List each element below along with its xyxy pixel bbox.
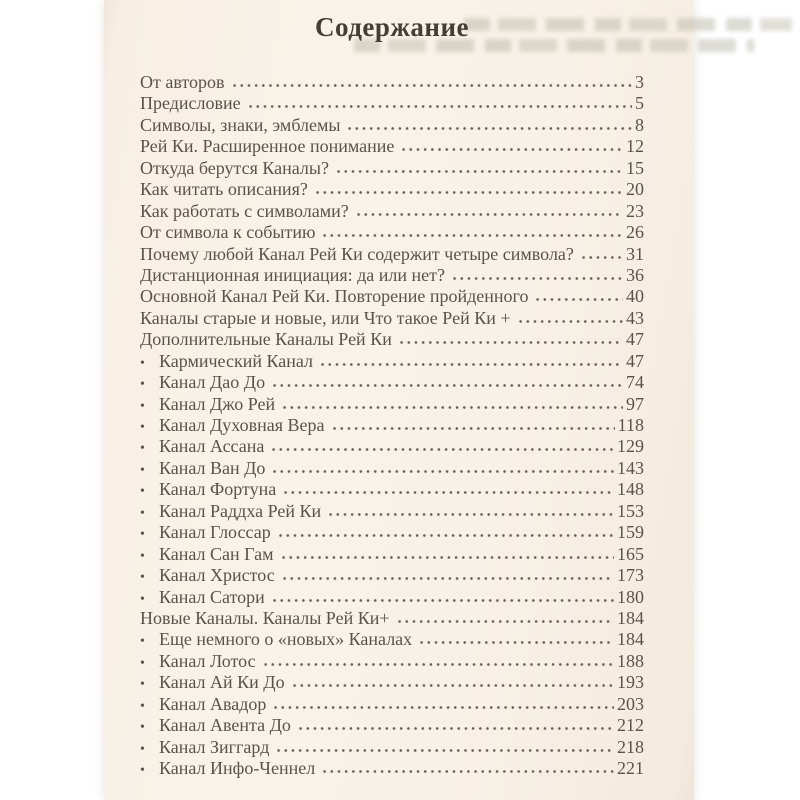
toc-entry-label: Канал Сатори (159, 586, 265, 607)
toc-entry-page-number: 212 (617, 715, 644, 736)
toc-entry-page-number: 221 (617, 758, 644, 778)
toc-entry (140, 329, 644, 350)
dot-leader (320, 224, 623, 238)
bullet-icon: • (140, 420, 145, 435)
toc-entry-page-number: 203 (617, 693, 644, 714)
toc-entry-label: Канал Ай Ки До (159, 672, 285, 693)
bullet-icon: • (140, 484, 145, 500)
toc-entry (140, 436, 644, 457)
toc-entry-label: Канал Ван До (159, 457, 266, 478)
bullet-icon: • (140, 377, 145, 393)
dot-leader (318, 353, 623, 367)
toc-entry-page-number: 31 (626, 243, 644, 264)
toc-entry-label: Канал Лотос (159, 650, 256, 671)
bullet-icon: • (140, 505, 145, 521)
toc-entry (140, 458, 644, 479)
dot-leader (334, 160, 623, 174)
toc-entry (140, 308, 644, 329)
toc-entry (140, 201, 644, 222)
toc-entry-label: Почему любой Канал Рей Ки содержит четыре символа? (140, 243, 574, 264)
toc-entry (140, 544, 644, 565)
bullet-icon: • (140, 634, 145, 650)
toc-entry-label: Канал Авадор (159, 693, 267, 714)
dot-leader (290, 674, 614, 688)
toc-entry-page-number: 5 (635, 93, 644, 114)
toc-entry-page-number: 8 (635, 114, 644, 135)
bullet-icon: • (140, 548, 145, 564)
toc-entry-label: Канал Ассана (159, 436, 265, 457)
toc-entry (140, 158, 644, 179)
dot-leader (280, 567, 614, 581)
dot-leader (354, 203, 623, 217)
toc-entry-page-number: 26 (626, 222, 644, 243)
dot-leader (399, 138, 623, 152)
toc-entry-label: Как работать с символами? (140, 200, 349, 221)
toc-entry-page-number: 218 (617, 736, 644, 757)
dot-leader (320, 760, 614, 774)
toc-entry-page-number: 12 (626, 136, 644, 157)
toc-entry-page-number: 193 (617, 672, 644, 693)
toc-entry (140, 222, 644, 243)
toc-entry (140, 115, 644, 136)
toc-entry-label: Рей Ки. Расширенное понимание (140, 136, 395, 157)
toc-entry-label: Новые Каналы. Каналы Рей Ки+ (140, 607, 390, 628)
toc-entry-label: Как читать описания? (140, 179, 308, 200)
toc-entry-page-number: 159 (617, 522, 644, 543)
dot-leader (276, 524, 614, 538)
toc-entry-page-number: 15 (626, 157, 644, 178)
bullet-icon: • (140, 398, 145, 414)
page-title: Содержание (314, 12, 470, 42)
toc-entry-label: Дополнительные Каналы Рей Ки (140, 329, 392, 350)
toc-entry-page-number: 20 (626, 179, 644, 200)
toc-entry (140, 265, 644, 286)
toc-entry (140, 286, 644, 307)
bullet-icon: • (140, 462, 145, 478)
toc-entry (140, 694, 644, 715)
bullet-icon: • (140, 677, 145, 693)
dot-leader (330, 417, 615, 431)
toc-entry-page-number: 36 (626, 264, 644, 285)
book-page (104, 0, 694, 800)
dot-leader (516, 310, 624, 324)
bullet-icon: • (140, 763, 145, 778)
toc-entry (140, 608, 644, 629)
toc-entry-label: Канал Инфо-Ченнел (159, 758, 316, 778)
toc-entry (140, 93, 644, 114)
toc-entry (140, 479, 644, 500)
toc-entry-label: Канал Дао До (159, 372, 266, 393)
dot-leader (261, 653, 614, 667)
dot-leader (270, 589, 614, 603)
toc-entry (140, 672, 644, 693)
toc-entry-page-number: 129 (617, 436, 644, 457)
dot-leader (274, 739, 614, 753)
toc-entry-page-number: 173 (617, 565, 644, 586)
toc-entry (140, 244, 644, 265)
toc-entry-label: От символа к событию (140, 222, 316, 243)
toc-entry-label: Предисловие (140, 93, 241, 114)
bullet-icon: • (140, 720, 145, 736)
bullet-icon: • (140, 355, 145, 371)
toc-entry-label: Дистанционная инициация: да или нет? (140, 264, 445, 285)
dot-leader (313, 181, 623, 195)
dot-leader (270, 374, 623, 388)
toc-entry (140, 72, 644, 93)
dot-leader (395, 610, 615, 624)
toc-entry-page-number: 118 (617, 415, 644, 435)
toc-entry-label: Еще немного о «новых» Каналах (159, 629, 413, 650)
dot-leader (417, 631, 614, 645)
toc-entry (140, 522, 644, 543)
toc-entry-page-number: 165 (617, 543, 644, 564)
toc-entry (140, 715, 644, 736)
toc-entry-label: Канал Авента До (159, 715, 291, 736)
dot-leader (271, 696, 614, 710)
dot-leader (270, 460, 614, 474)
toc-entry-page-number: 23 (626, 200, 644, 221)
toc-entry-page-number: 143 (617, 457, 644, 478)
toc-entry-label: Каналы старые и новые, или Что такое Рей Ки + (140, 307, 511, 328)
toc-entry (140, 351, 644, 372)
bullet-icon: • (140, 570, 145, 586)
toc-entry-label: Канал Сан Гам (159, 543, 274, 564)
toc-entry-page-number: 180 (617, 586, 644, 607)
toc-entry-label: Канал Глоссар (159, 522, 271, 543)
toc-entry (140, 372, 644, 393)
bullet-icon: • (140, 741, 145, 757)
dot-leader (326, 503, 614, 517)
toc-entry-label: Откуда берутся Каналы? (140, 157, 329, 178)
dot-leader (296, 717, 614, 731)
toc-entry (140, 501, 644, 522)
toc-entry-page-number: 148 (617, 479, 644, 500)
toc-entry-label: Канал Джо Рей (159, 393, 276, 414)
toc-entry-label: Канал Христос (159, 565, 275, 586)
toc-entry-page-number: 47 (626, 350, 644, 371)
toc-entry-page-number: 47 (626, 329, 644, 350)
toc-entry-label: Кармический Канал (159, 350, 314, 371)
bullet-icon: • (140, 698, 145, 714)
toc-entry (140, 737, 644, 758)
toc-entry (140, 565, 644, 586)
bullet-icon: • (140, 441, 145, 457)
toc-entry (140, 587, 644, 608)
dot-leader (246, 95, 632, 109)
dot-leader (269, 438, 614, 452)
toc-entry-label: Канал Духовная Вера (159, 415, 325, 435)
toc-entry-label: Основной Канал Рей Ки. Повторение пройденного (140, 286, 529, 307)
bullet-icon: • (140, 591, 145, 607)
table-of-contents (140, 72, 644, 779)
toc-entry-label: От авторов (140, 72, 225, 92)
dot-leader (230, 74, 632, 88)
dot-leader (397, 331, 623, 345)
toc-entry-page-number: 74 (626, 372, 644, 393)
toc-entry-label: Канал Зиггард (159, 736, 270, 757)
toc-entry-label: Канал Раддха Рей Ки (159, 500, 322, 521)
toc-entry-page-number: 3 (635, 72, 644, 92)
toc-entry-page-number: 40 (626, 286, 644, 307)
toc-entry (140, 415, 644, 436)
dot-leader (533, 288, 623, 302)
dot-leader (280, 396, 623, 410)
toc-entry-page-number: 188 (617, 650, 644, 671)
dot-leader (279, 546, 615, 560)
toc-entry (140, 179, 644, 200)
toc-entry-label: Канал Фортуна (159, 479, 277, 500)
toc-entry-page-number: 153 (617, 500, 644, 521)
dot-leader (345, 117, 632, 131)
toc-entry-page-number: 43 (626, 307, 644, 328)
toc-entry (140, 394, 644, 415)
toc-entry (140, 629, 644, 650)
bullet-icon: • (140, 527, 145, 543)
toc-entry (140, 758, 644, 779)
toc-entry (140, 651, 644, 672)
dot-leader (281, 481, 614, 495)
dot-leader (579, 246, 623, 260)
toc-entry-page-number: 97 (626, 393, 644, 414)
toc-entry-page-number: 184 (617, 607, 644, 628)
bullet-icon: • (140, 655, 145, 671)
toc-entry-label: Символы, знаки, эмблемы (140, 114, 341, 135)
toc-entry-page-number: 184 (617, 629, 644, 650)
dot-leader (450, 267, 623, 281)
toc-entry (140, 136, 644, 157)
